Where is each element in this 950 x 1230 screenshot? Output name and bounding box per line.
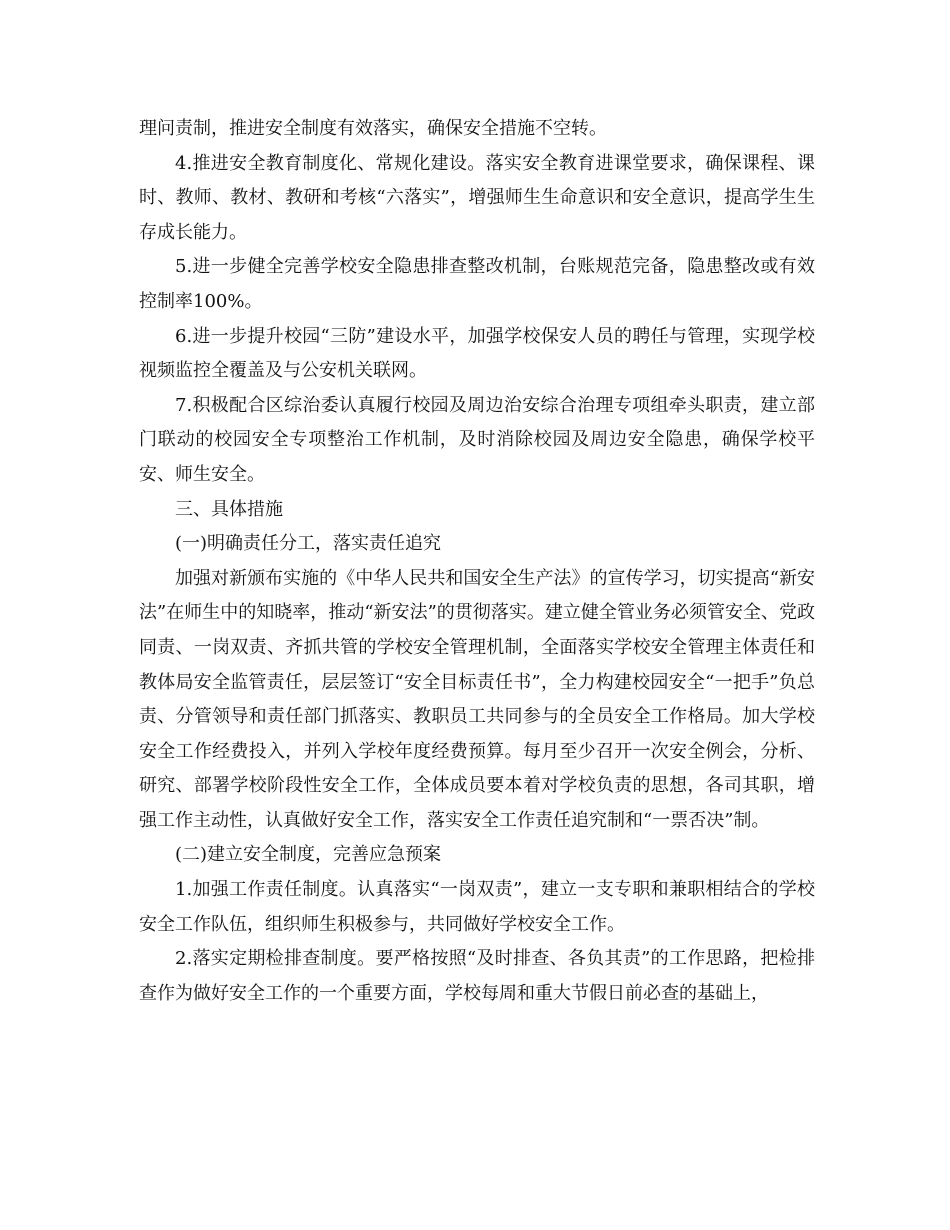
paragraph-item-1: 1.加强工作责任制度。认真落实“一岗双责”，建立一支专职和兼职相结合的学校安全工作队伍，组织师生积极参与，共同做好学校安全工作。	[139, 879, 815, 935]
paragraph-responsibility: 加强对新颁布实施的《中华人民共和国安全生产法》的宣传学习，切实提高“新安法”在师生中的知晓率，推动“新安法”的贯彻落实。建立健全管业务必须管安全、党政同责、一岗双责、齐抓共管的学校安全管理机制，全面落实学校安全管理主体责任和教体局安全监管责任，层层签订“安全目标责任书”，全力构建校园安全“一把手”负总责、分管领导和责任部门抓落实、教职员工共同参与的全员安全工作格局。加大学校安全工作经费投入，并列入学校年度经费预算。每月至少召开一次安全例会，分析、研究、部署学校阶段性安全工作，全体成员要本着对学校负责的思想，各司其职，增强工作主动性，认真做好安全工作，落实安全工作责任追究制和“一票否决”制。	[139, 567, 815, 831]
paragraph-item-5: 5.进一步健全完善学校安全隐患排查整改机制，台账规范完备，隐患整改或有效控制率100%。	[139, 256, 815, 312]
paragraph-item-2: 2.落实定期检排查制度。要严格按照“及时排查、各负其责”的工作思路，把检排查作为做好安全工作的一个重要方面，学校每周和重大节假日前必查的基础上，	[139, 948, 815, 1004]
paragraph-item-6: 6.进一步提升校园“三防”建设水平，加强学校保安人员的聘任与管理，实现学校视频监控全覆盖及与公安机关联网。	[139, 325, 815, 382]
subsection-heading-2: (二)建立安全制度，完善应急预案	[175, 844, 442, 866]
paragraph-item-7: 7.积极配合区综治委认真履行校园及周边治安综合治理专项组牵头职责，建立部门联动的校园安全专项整治工作机制，及时消除校园及周边安全隐患，确保学校平安、师生安全。	[139, 394, 815, 485]
paragraph-continuation: 理问责制，推进安全制度有效落实，确保安全措施不空转。	[139, 118, 607, 139]
paragraph-item-4: 4.推进安全教育制度化、常规化建设。落实安全教育进课堂要求，确保课程、课时、教师、教材、教研和考核“六落实”，增强师生生命意识和安全意识，提高学生生存成长能力。	[139, 152, 815, 243]
document-body	[139, 112, 815, 1011]
section-heading-measures: 三、具体措施	[175, 498, 283, 520]
subsection-heading-1: (一)明确责任分工，落实责任追究	[175, 533, 442, 555]
